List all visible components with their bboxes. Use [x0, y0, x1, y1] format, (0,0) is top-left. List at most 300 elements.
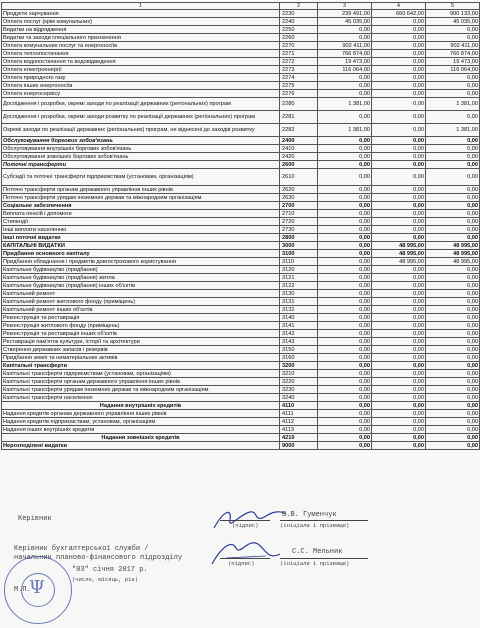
row-name: Продукти харчування [2, 10, 280, 18]
row-value-special-fund: 0,00 [372, 98, 426, 111]
row-code: 3000 [280, 242, 318, 250]
head-name-line [280, 520, 368, 521]
row-code: 2270 [280, 42, 318, 50]
row-value-general-fund: 0,00 [318, 153, 372, 161]
table-row [2, 82, 480, 90]
row-value-total: 48 995,00 [426, 242, 480, 250]
row-value-general-fund: 0,00 [318, 434, 372, 442]
row-code: 3200 [280, 362, 318, 370]
row-value-special-fund: 0,00 [372, 298, 426, 306]
row-value-general-fund: 0,00 [318, 338, 372, 346]
row-value-special-fund: 0,00 [372, 66, 426, 74]
row-value-total: 0,00 [426, 274, 480, 282]
row-value-general-fund: 0,00 [318, 145, 372, 153]
row-value-general-fund: 45 035,00 [318, 18, 372, 26]
row-value-total: 0,00 [426, 234, 480, 242]
row-value-general-fund: 0,00 [318, 362, 372, 370]
row-code: 2700 [280, 202, 318, 210]
table-row [2, 18, 480, 26]
column-number: 5 [426, 3, 480, 10]
table-row [2, 210, 480, 218]
row-value-general-fund: 0,00 [318, 386, 372, 394]
row-value-total: 0,00 [426, 26, 480, 34]
row-value-special-fund: 0,00 [372, 394, 426, 402]
row-value-total: 0,00 [426, 338, 480, 346]
row-value-special-fund: 0,00 [372, 370, 426, 378]
row-name: Інші поточні видатки [2, 234, 280, 242]
row-value-general-fund: 0,00 [318, 418, 372, 426]
head-signature [210, 504, 290, 534]
table-row [2, 145, 480, 153]
row-value-special-fund: 0,00 [372, 34, 426, 42]
table-row [2, 90, 480, 98]
row-value-general-fund: 0,00 [318, 370, 372, 378]
table-row [2, 298, 480, 306]
row-value-special-fund: 0,00 [372, 442, 426, 450]
row-value-total: 0,00 [426, 410, 480, 418]
row-code: 3140 [280, 314, 318, 322]
row-code: 2281 [280, 111, 318, 124]
row-name: Капітальні трансферти підприємствам (установам, організаціям) [2, 370, 280, 378]
table-row [2, 386, 480, 394]
row-name: Видатки та заходи спеціального призначення [2, 34, 280, 42]
row-value-special-fund: 0,00 [372, 82, 426, 90]
row-value-special-fund: 0,00 [372, 90, 426, 98]
row-value-total: 1 381,00 [426, 124, 480, 137]
row-value-total: 0,00 [426, 90, 480, 98]
row-name: Придбання обладнання і предметів довгострокового користування [2, 258, 280, 266]
trident-icon: Ψ [29, 577, 45, 598]
row-code: 2410 [280, 145, 318, 153]
row-value-general-fund: 0,00 [318, 161, 372, 169]
row-value-total: 0,00 [426, 161, 480, 169]
row-code: 4112 [280, 418, 318, 426]
head-name-caption: (ініціали і прізвище) [280, 522, 350, 529]
row-code: 3230 [280, 386, 318, 394]
row-value-general-fund: 0,00 [318, 354, 372, 362]
table-row [2, 418, 480, 426]
table-row [2, 66, 480, 74]
table-row [2, 161, 480, 169]
row-value-special-fund: 0,00 [372, 418, 426, 426]
row-value-special-fund: 0,00 [372, 234, 426, 242]
row-value-general-fund: 0,00 [318, 306, 372, 314]
row-value-special-fund: 0,00 [372, 226, 426, 234]
table-row [2, 26, 480, 34]
row-value-total: 116 064,00 [426, 66, 480, 74]
row-value-special-fund: 660 642,00 [372, 10, 426, 18]
row-code: 3142 [280, 330, 318, 338]
accountant-label-2: начальник планово-фінансового підрозділу [14, 554, 183, 562]
row-value-general-fund: 902 411,00 [318, 42, 372, 50]
row-value-general-fund: 0,00 [318, 274, 372, 282]
table-row [2, 34, 480, 42]
row-value-special-fund: 48 995,00 [372, 250, 426, 258]
row-name: Капітальне будівництво (придбання) [2, 266, 280, 274]
row-value-general-fund: 1 381,00 [318, 124, 372, 137]
row-value-general-fund: 0,00 [318, 250, 372, 258]
row-code: 3143 [280, 338, 318, 346]
row-name: Дослідження і розробки, окремі заходи розвитку по реалізації державних (регіональних) програм [2, 111, 280, 124]
row-value-total: 0,00 [426, 186, 480, 194]
row-name: Оплата електроенергії [2, 66, 280, 74]
table-row [2, 50, 480, 58]
row-code: 9000 [280, 442, 318, 450]
row-value-total: 0,00 [426, 82, 480, 90]
row-value-general-fund: 0,00 [318, 290, 372, 298]
row-value-total: 0,00 [426, 330, 480, 338]
table-row [2, 442, 480, 450]
row-value-special-fund: 0,00 [372, 145, 426, 153]
table-row [2, 218, 480, 226]
row-value-general-fund: 0,00 [318, 322, 372, 330]
row-code: 3150 [280, 346, 318, 354]
row-code: 2630 [280, 194, 318, 202]
row-value-general-fund: 0,00 [318, 394, 372, 402]
row-code: 4210 [280, 434, 318, 442]
row-value-general-fund: 0,00 [318, 330, 372, 338]
row-value-special-fund: 0,00 [372, 378, 426, 386]
row-code: 2730 [280, 226, 318, 234]
row-value-total: 0,00 [426, 394, 480, 402]
row-value-general-fund: 0,00 [318, 282, 372, 290]
row-value-general-fund: 0,00 [318, 202, 372, 210]
row-name: Оплата комунальних послуг та енергоносіїв [2, 42, 280, 50]
row-code: 2610 [280, 169, 318, 186]
table-row [2, 186, 480, 194]
row-value-total: 0,00 [426, 290, 480, 298]
row-value-total: 0,00 [426, 346, 480, 354]
row-value-general-fund: 766 874,00 [318, 50, 372, 58]
row-code: 2275 [280, 82, 318, 90]
row-name: Реконструкція житлового фонду (приміщень) [2, 322, 280, 330]
row-code: 3160 [280, 354, 318, 362]
table-row [2, 290, 480, 298]
row-value-special-fund: 0,00 [372, 266, 426, 274]
row-value-special-fund: 0,00 [372, 410, 426, 418]
row-name: Капітальний ремонт інших об'єктів [2, 306, 280, 314]
row-name: Оплата водопостачання та водовідведення [2, 58, 280, 66]
table-row [2, 42, 480, 50]
row-name: Поточні трансферти урядам іноземних держав та міжнародним організаціям [2, 194, 280, 202]
row-name: Надання інших внутрішніх кредитів [2, 426, 280, 434]
row-name: Окремі заходи по реалізації державних (регіональних) програм, не віднесені до заходів розвитку [2, 124, 280, 137]
row-value-special-fund: 0,00 [372, 338, 426, 346]
row-name: Реконструкція та реставрація інших об'єктів [2, 330, 280, 338]
row-value-general-fund: 0,00 [318, 74, 372, 82]
table-row [2, 137, 480, 145]
row-name: Обслуговування внутрішніх боргових зобов'язань [2, 145, 280, 153]
row-code: 3220 [280, 378, 318, 386]
row-name: Надання внутрішніх кредитів [2, 402, 280, 410]
row-value-general-fund: 0,00 [318, 34, 372, 42]
table-row [2, 58, 480, 66]
row-value-general-fund: 239 491,00 [318, 10, 372, 18]
row-name: Придбання землі та нематеріальних активів [2, 354, 280, 362]
row-code: 3110 [280, 258, 318, 266]
row-value-special-fund: 0,00 [372, 330, 426, 338]
row-name: Соціальне забезпечення [2, 202, 280, 210]
row-value-total: 0,00 [426, 354, 480, 362]
row-value-total: 0,00 [426, 426, 480, 434]
row-value-special-fund: 0,00 [372, 322, 426, 330]
row-name: КАПІТАЛЬНІ ВИДАТКИ [2, 242, 280, 250]
table-row [2, 410, 480, 418]
row-code: 3210 [280, 370, 318, 378]
row-name: Капітальний ремонт [2, 290, 280, 298]
row-value-total: 0,00 [426, 194, 480, 202]
row-value-special-fund: 0,00 [372, 354, 426, 362]
row-value-general-fund: 0,00 [318, 242, 372, 250]
row-name: Оплата природного газу [2, 74, 280, 82]
row-code: 2250 [280, 26, 318, 34]
table-row [2, 194, 480, 202]
row-value-general-fund: 0,00 [318, 410, 372, 418]
row-value-total: 900 133,00 [426, 10, 480, 18]
accountant-name: С.С. Мельник [292, 548, 343, 556]
column-number: 3 [318, 3, 372, 10]
row-value-total: 0,00 [426, 386, 480, 394]
row-name: Оплата енергосервісу [2, 90, 280, 98]
table-row [2, 226, 480, 234]
row-name: Поточні трансферти органам державного управління інших рівнів [2, 186, 280, 194]
row-name: Капітальне будівництво (придбання) інших об'єктів [2, 282, 280, 290]
row-code: 4111 [280, 410, 318, 418]
table-row [2, 434, 480, 442]
row-name: Обслуговування зовнішніх боргових зобов'язань [2, 153, 280, 161]
row-value-special-fund: 0,00 [372, 50, 426, 58]
row-code: 2400 [280, 137, 318, 145]
row-value-total: 0,00 [426, 362, 480, 370]
row-value-special-fund: 0,00 [372, 274, 426, 282]
row-value-special-fund: 0,00 [372, 402, 426, 410]
row-code: 2420 [280, 153, 318, 161]
row-value-general-fund: 0,00 [318, 258, 372, 266]
column-number: 4 [372, 3, 426, 10]
row-value-total: 48 995,00 [426, 250, 480, 258]
table-row [2, 10, 480, 18]
row-value-general-fund: 0,00 [318, 346, 372, 354]
row-value-total: 0,00 [426, 202, 480, 210]
row-name: Капітальний ремонт житлового фонду (приміщень) [2, 298, 280, 306]
signature-block [0, 500, 480, 628]
report-date: "03" січня 2017 р. [72, 566, 148, 574]
row-code: 2240 [280, 18, 318, 26]
table-row [2, 111, 480, 124]
row-value-total: 0,00 [426, 378, 480, 386]
official-stamp [4, 556, 72, 624]
row-value-total: 0,00 [426, 218, 480, 226]
row-code: 2260 [280, 34, 318, 42]
row-value-total: 19 473,00 [426, 58, 480, 66]
row-value-special-fund: 0,00 [372, 18, 426, 26]
row-value-general-fund: 0,00 [318, 111, 372, 124]
row-value-special-fund: 0,00 [372, 169, 426, 186]
table-row [2, 242, 480, 250]
row-name: Нерозподілені видатки [2, 442, 280, 450]
table-row [2, 153, 480, 161]
row-name: Виплата пенсій і допомоги [2, 210, 280, 218]
row-value-general-fund: 0,00 [318, 402, 372, 410]
seal-place-label: М.П. [14, 586, 31, 594]
table-row [2, 250, 480, 258]
row-value-general-fund: 19 473,00 [318, 58, 372, 66]
row-code: 2282 [280, 124, 318, 137]
row-value-special-fund: 0,00 [372, 124, 426, 137]
row-value-general-fund: 0,00 [318, 137, 372, 145]
row-value-special-fund: 0,00 [372, 210, 426, 218]
row-value-special-fund: 0,00 [372, 306, 426, 314]
row-name: Надання кредитів органам державного управління інших рівнів [2, 410, 280, 418]
row-value-total: 0,00 [426, 226, 480, 234]
row-value-total: 0,00 [426, 111, 480, 124]
table-row [2, 346, 480, 354]
row-name: Оплата теплопостачання [2, 50, 280, 58]
row-value-total: 1 381,00 [426, 98, 480, 111]
row-value-general-fund: 0,00 [318, 442, 372, 450]
row-name: Надання зовнішніх кредитів [2, 434, 280, 442]
row-value-special-fund: 0,00 [372, 362, 426, 370]
row-value-general-fund: 0,00 [318, 218, 372, 226]
column-number: 1 [2, 3, 280, 10]
row-value-total: 45 035,00 [426, 18, 480, 26]
row-value-general-fund: 0,00 [318, 210, 372, 218]
row-value-general-fund: 0,00 [318, 226, 372, 234]
row-value-special-fund: 0,00 [372, 426, 426, 434]
head-signature-caption: (підпис) [232, 522, 259, 529]
row-value-special-fund: 0,00 [372, 194, 426, 202]
table-row [2, 426, 480, 434]
row-value-general-fund: 116 064,00 [318, 66, 372, 74]
row-value-special-fund: 48 995,00 [372, 258, 426, 266]
row-value-special-fund: 0,00 [372, 386, 426, 394]
column-number-row [2, 3, 480, 10]
table-row [2, 354, 480, 362]
table-row [2, 234, 480, 242]
report-date-caption: (число, місяць, рік) [72, 576, 139, 583]
row-value-total: 48 995,00 [426, 258, 480, 266]
row-value-total: 0,00 [426, 282, 480, 290]
row-value-special-fund: 0,00 [372, 186, 426, 194]
row-name: Капітальні трансферти населенню [2, 394, 280, 402]
row-value-total: 0,00 [426, 418, 480, 426]
table-row [2, 394, 480, 402]
row-code: 2276 [280, 90, 318, 98]
row-name: Капітальні трансферти урядам іноземних держав та міжнародним організаціям [2, 386, 280, 394]
table-row [2, 282, 480, 290]
row-code: 3141 [280, 322, 318, 330]
accountant-name-line [280, 558, 368, 559]
row-value-total: 0,00 [426, 145, 480, 153]
table-row [2, 362, 480, 370]
row-name: Видатки на відрядження [2, 26, 280, 34]
row-value-special-fund: 0,00 [372, 218, 426, 226]
row-value-general-fund: 0,00 [318, 169, 372, 186]
row-name: Обслуговування боргових зобов'язань [2, 137, 280, 145]
table-row [2, 266, 480, 274]
row-name: Капітальні трансферти органам державного управління інших рівнів [2, 378, 280, 386]
table-row [2, 74, 480, 82]
row-value-special-fund: 0,00 [372, 282, 426, 290]
row-code: 2280 [280, 98, 318, 111]
row-value-general-fund: 0,00 [318, 234, 372, 242]
row-name: Стипендії [2, 218, 280, 226]
row-value-special-fund: 0,00 [372, 74, 426, 82]
row-code: 3120 [280, 266, 318, 274]
row-value-total: 0,00 [426, 137, 480, 145]
row-value-total: 0,00 [426, 434, 480, 442]
row-value-special-fund: 0,00 [372, 434, 426, 442]
row-code: 4113 [280, 426, 318, 434]
table-row [2, 306, 480, 314]
row-code: 2272 [280, 58, 318, 66]
row-value-general-fund: 0,00 [318, 82, 372, 90]
row-value-general-fund: 0,00 [318, 266, 372, 274]
table-row [2, 370, 480, 378]
row-code: 2600 [280, 161, 318, 169]
row-value-general-fund: 0,00 [318, 186, 372, 194]
row-code: 2274 [280, 74, 318, 82]
row-name: Дослідження і розробки, окремі заходи по реалізації державних (регіональних) програм [2, 98, 280, 111]
expenditure-table [1, 2, 480, 450]
row-value-total: 0,00 [426, 169, 480, 186]
row-value-special-fund: 0,00 [372, 137, 426, 145]
accountant-signature-line [220, 558, 270, 559]
row-name: Оплата інших енергоносіїв [2, 82, 280, 90]
row-code: 2230 [280, 10, 318, 18]
row-code: 3240 [280, 394, 318, 402]
row-value-total: 0,00 [426, 402, 480, 410]
row-value-special-fund: 0,00 [372, 58, 426, 66]
table-row [2, 338, 480, 346]
row-value-total: 0,00 [426, 370, 480, 378]
row-code: 3132 [280, 306, 318, 314]
row-value-special-fund: 0,00 [372, 42, 426, 50]
row-name: Створення державних запасів і резервів [2, 346, 280, 354]
table-row [2, 314, 480, 322]
row-name: Субсидії та поточні трансферти підприємствам (установам, організаціям) [2, 169, 280, 186]
accountant-label-1: Керівник бухгалтерської служби / [14, 545, 149, 553]
row-name: Капітальні трансферти [2, 362, 280, 370]
row-code: 3122 [280, 282, 318, 290]
row-value-special-fund: 48 995,00 [372, 242, 426, 250]
row-code: 2710 [280, 210, 318, 218]
row-value-general-fund: 0,00 [318, 90, 372, 98]
head-label: Керівник [18, 515, 52, 523]
row-name: Надання кредитів підприємствам, установам, організаціям [2, 418, 280, 426]
row-value-total: 0,00 [426, 306, 480, 314]
row-value-special-fund: 0,00 [372, 111, 426, 124]
row-value-general-fund: 0,00 [318, 194, 372, 202]
row-value-total: 0,00 [426, 298, 480, 306]
row-value-special-fund: 0,00 [372, 161, 426, 169]
row-value-special-fund: 0,00 [372, 314, 426, 322]
row-code: 3100 [280, 250, 318, 258]
row-value-total: 0,00 [426, 266, 480, 274]
row-code: 2271 [280, 50, 318, 58]
row-value-total: 766 874,00 [426, 50, 480, 58]
row-code: 3121 [280, 274, 318, 282]
table-row [2, 258, 480, 266]
row-value-special-fund: 0,00 [372, 202, 426, 210]
row-code: 4110 [280, 402, 318, 410]
table-row [2, 322, 480, 330]
accountant-name-caption: (ініціали і прізвище) [280, 560, 350, 567]
table-row [2, 169, 480, 186]
table-row [2, 378, 480, 386]
table-row [2, 124, 480, 137]
row-name: Реставрація пам'яток культури, історії та архітектури [2, 338, 280, 346]
